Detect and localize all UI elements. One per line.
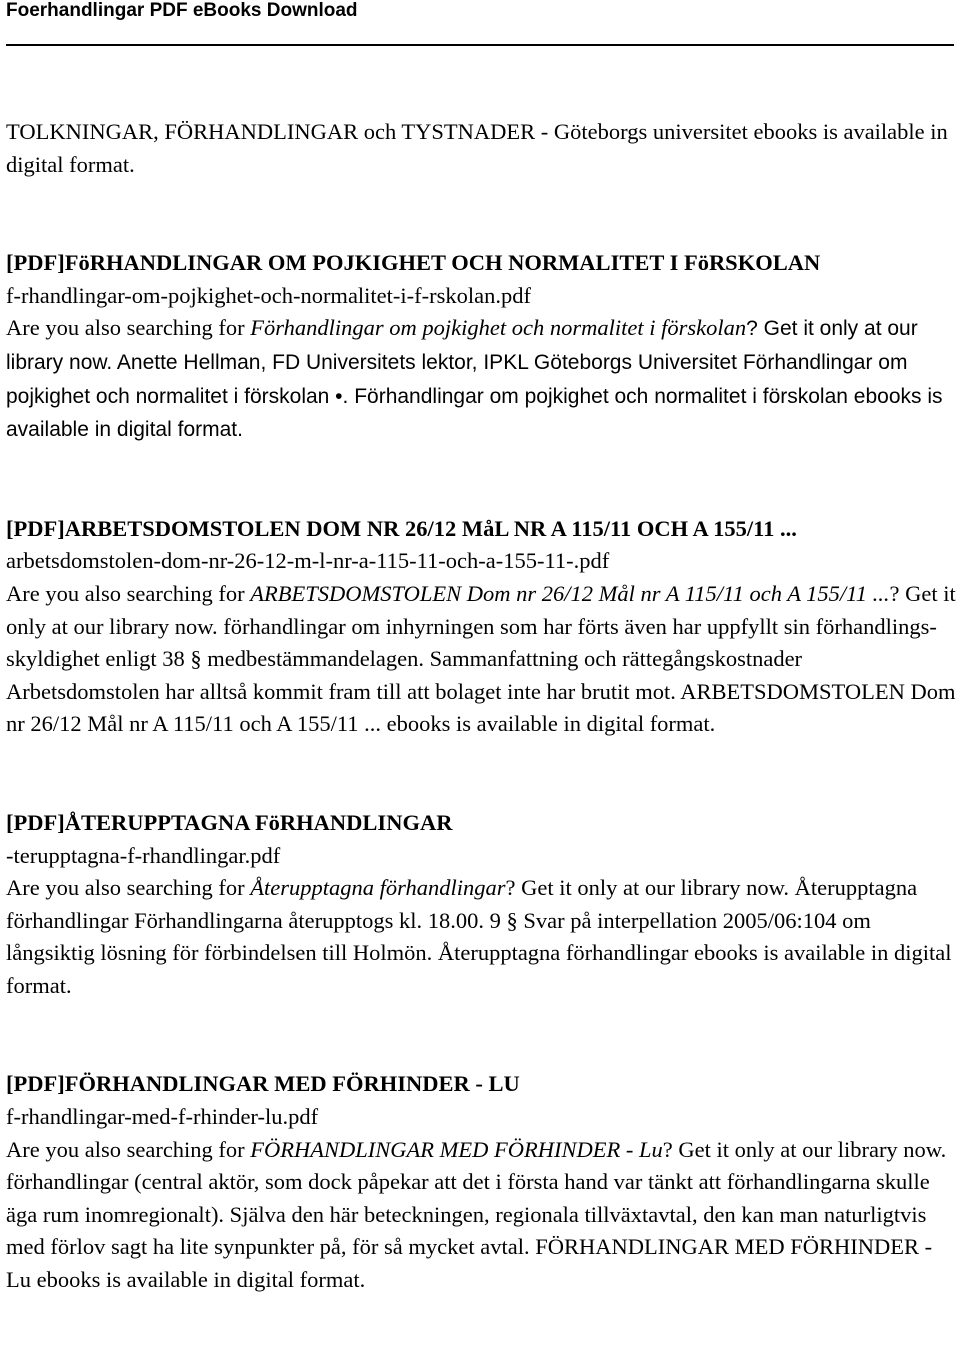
entry-description	[6, 872, 956, 1002]
entry-description-text: ? Get it only at our library now. Anette Hellman, FD Universitets lektor, IPKL Göteborgs Universitet Förhandlingar om pojkighet och normalitet i förskolan •. Förhandlingar om pojkighet och normalitet i förskolan ebooks is available in digital format.	[6, 317, 943, 442]
entry-filename: -terupptagna-f-rhandlingar.pdf	[6, 842, 281, 868]
searching-title: FÖRHANDLINGAR MED FÖRHINDER - Lu	[250, 1136, 663, 1162]
ebook-entry	[6, 1068, 956, 1296]
ebook-entry	[6, 247, 956, 447]
searching-prefix: Are you also searching for	[6, 315, 251, 341]
searching-title: ARBETSDOMSTOLEN Dom nr 26/12 Mål nr A 115/11 och A 155/11 ...	[250, 580, 890, 606]
document-body	[6, 116, 956, 1363]
entry-description	[6, 578, 956, 741]
entry-description-text: ? Get it only at our library now. Återupptagna förhandlingar Förhandlingarna återupptogs kl. 18.00. 9 § Svar på interpellation 2005/06:104 om långsiktig lösning för förbindelsen till Holmön. Återupptagna förhandlingar ebooks is available in digital format.	[6, 875, 952, 998]
searching-prefix: Are you also searching for	[6, 580, 251, 606]
entry-filename: f-rhandlingar-om-pojkighet-och-normalitet-i-f-rskolan.pdf	[6, 282, 531, 308]
entry-title[interactable]: [PDF]FÖRHANDLINGAR MED FÖRHINDER - LU	[6, 1071, 520, 1097]
searching-title: Förhandlingar om pojkighet och normalitet i förskolan	[250, 315, 747, 341]
searching-prefix: Are you also searching for	[6, 875, 251, 901]
searching-title: Återupptagna förhandlingar	[250, 875, 506, 901]
searching-prefix: Are you also searching for	[6, 1136, 251, 1162]
entry-title[interactable]: [PDF]ÅTERUPPTAGNA FöRHANDLINGAR	[6, 809, 453, 835]
ebook-entry	[6, 807, 956, 1003]
entry-filename: f-rhandlingar-med-f-rhinder-lu.pdf	[6, 1104, 319, 1130]
entry-filename: arbetsdomstolen-dom-nr-26-12-m-l-nr-a-115-11-och-a-155-11-.pdf	[6, 548, 610, 574]
header-title: Foerhandlingar PDF eBooks Download	[6, 0, 358, 21]
entry-title[interactable]: [PDF]FöRHANDLINGAR OM POJKIGHET OCH NORMALITET I FöRSKOLAN	[6, 250, 821, 276]
entry-description-text: ? Get it only at our library now. förhandlingar om inhyrningen som har förts även har uppfyllt sin förhandlings-skyldighet enligt 38 § medbestämmandelagen. Sammanfattning och rättegångskostnader Arbetsdomstolen har alltså kommit fram till att bolaget inte har brutit mot. ARBETSDOMSTOLEN Dom nr 26/12 Mål nr A 115/11 och A 155/11 ... ebooks is available in digital format.	[6, 580, 956, 737]
intro-block	[6, 116, 956, 181]
intro-text: TOLKNINGAR, FÖRHANDLINGAR och TYSTNADER - Göteborgs universitet ebooks is available in digital format.	[6, 119, 948, 177]
entry-title[interactable]: [PDF]ARBETSDOMSTOLEN DOM NR 26/12 MåL NR A 115/11 OCH A 155/11 ...	[6, 515, 797, 541]
entry-description-text: ? Get it only at our library now. förhandlingar (central aktör, som dock påpekar att det i första hand var tänkt att förhandlingarna skulle äga rum inomregionalt). Själva den här beteckningen, regionala tillväxtavtal, den kan man naturligtvis med förlov sagt ha lite synpunkter på, för så mycket avtal. FÖRHANDLINGAR MED FÖRHINDER - Lu ebooks is available in digital format.	[6, 1136, 947, 1293]
entry-description	[6, 312, 956, 446]
page-header	[6, 0, 954, 46]
header-divider	[6, 44, 954, 46]
ebook-entry	[6, 513, 956, 741]
entry-description	[6, 1134, 956, 1297]
